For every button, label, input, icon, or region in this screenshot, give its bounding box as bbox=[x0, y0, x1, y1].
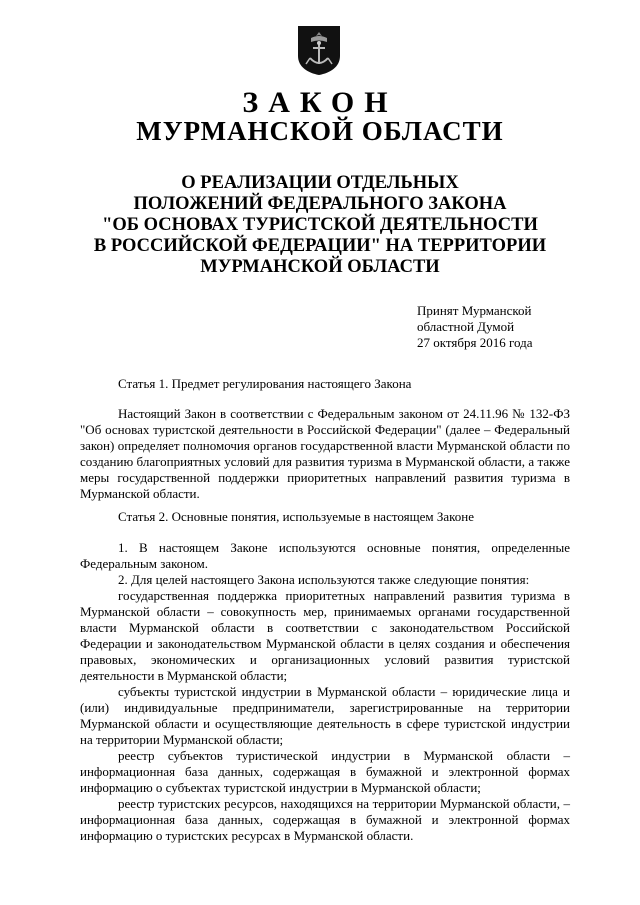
subject-line: МУРМАНСКОЙ ОБЛАСТИ bbox=[200, 257, 440, 277]
subject-line: В РОССИЙСКОЙ ФЕДЕРАЦИИ" НА ТЕРРИТОРИИ bbox=[93, 236, 547, 256]
article-2-title: Статья 2. Основные понятия, используемые в настоящем Законе bbox=[118, 509, 475, 524]
article-2-body bbox=[80, 540, 570, 844]
adoption-line: Принят Мурманской bbox=[417, 303, 532, 318]
article-2-paragraph: 1. В настоящем Законе используются основные понятия, определенные Федеральным законом. bbox=[80, 540, 570, 571]
article-2-paragraph: субъекты туристской индустрии в Мурманской области – юридические лица и (или) индивидуальные предприниматели, зарегистрированные на территории Мурманской области и осуществляющие деятельность в сфере туристской индустрии на территории Мурманской области; bbox=[80, 684, 570, 747]
adoption-note bbox=[417, 303, 533, 351]
article-2-paragraph: государственная поддержка приоритетных направлений развития туризма в Мурманской области – совокупность мер, принимаемых органами государственной власти Мурманской области в соответствии с законодательством Российской Федерации и законодательством Мурманской области в целях создания и обеспечения правовых, экономических и организационных условий развития туристской деятельности в Мурманской области; bbox=[80, 588, 570, 683]
article-2-paragraph: реестр субъектов туристической индустрии в Мурманской области – информационная база данных, содержащая в бумажной и электронной формах информацию о субъектах туристской индустрии в Мурманской области; bbox=[80, 748, 570, 795]
law-region: МУРМАНСКОЙ ОБЛАСТИ bbox=[136, 116, 504, 146]
subject-line: "ОБ ОСНОВАХ ТУРИСТСКОЙ ДЕЯТЕЛЬНОСТИ bbox=[102, 215, 538, 235]
article-1-paragraph: Настоящий Закон в соответствии с Федеральным законом от 24.11.96 № 132-ФЗ "Об основах туристской деятельности в Российской Федерации" (далее – Федеральный закон) определяет полномочия органов государственной власти Мурманской области по созданию благоприятных условий для развития туризма в Мурманской области, а также меры государственной поддержки приоритетных направлений развития туризма в Мурманской области. bbox=[80, 406, 570, 501]
adoption-line: 27 октября 2016 года bbox=[417, 335, 533, 350]
coat-of-arms-icon bbox=[296, 24, 342, 76]
article-1-title: Статья 1. Предмет регулирования настоящего Закона bbox=[118, 376, 412, 391]
law-subject bbox=[90, 173, 550, 278]
article-2-paragraph: реестр туристских ресурсов, находящихся на территории Мурманской области, – информационная база данных, содержащая в бумажной и электронной формах информацию о туристских ресурсах в Мурманской области. bbox=[80, 796, 570, 843]
subject-line: О РЕАЛИЗАЦИИ ОТДЕЛЬНЫХ bbox=[181, 173, 459, 193]
adoption-line: областной Думой bbox=[417, 319, 515, 334]
subject-line: ПОЛОЖЕНИЙ ФЕДЕРАЛЬНОГО ЗАКОНА bbox=[133, 194, 507, 214]
article-2-paragraph: 2. Для целей настоящего Закона используются также следующие понятия: bbox=[118, 572, 530, 587]
article-1-body bbox=[80, 406, 570, 502]
law-title: ЗАКОН bbox=[242, 86, 398, 119]
